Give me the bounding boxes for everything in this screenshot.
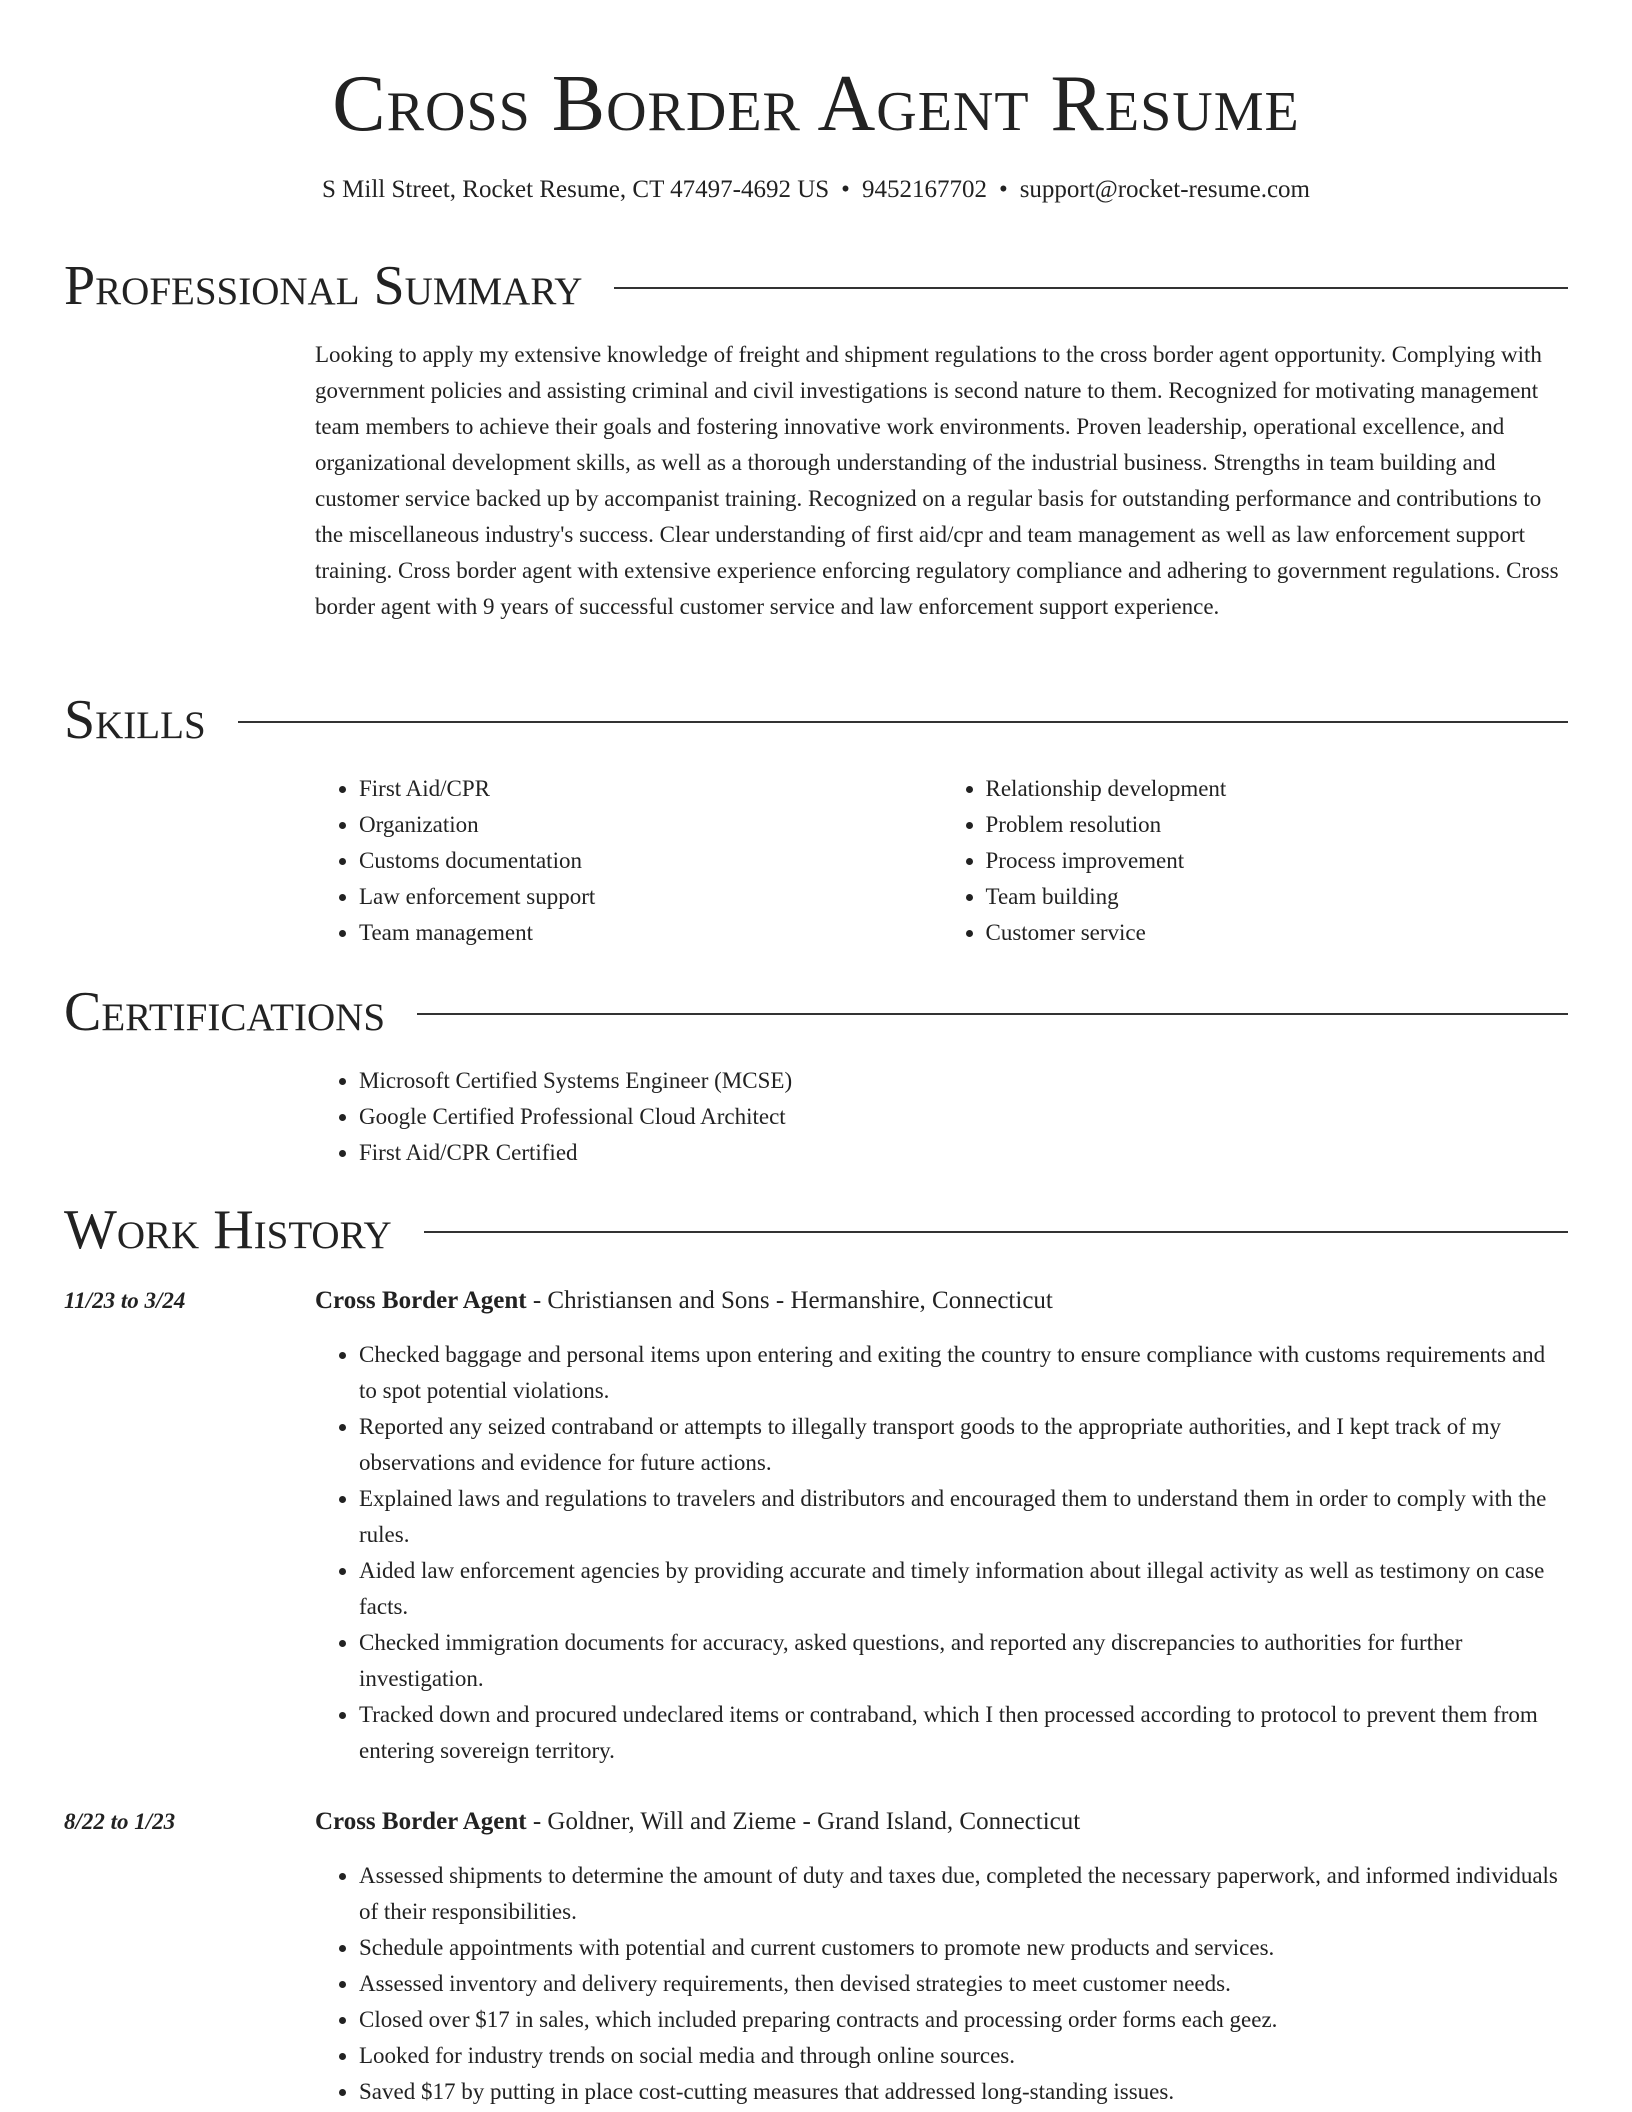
work-history-heading: Work History xyxy=(64,1199,392,1261)
duty-item: • Closed over $17 in sales, which included preparing contracts and processing order forms each geez. xyxy=(359,2002,1568,2038)
skill-item: • Team management xyxy=(359,915,942,951)
duty-item: • Reported any seized contraband or attempts to illegally transport goods to the appropriate authorities, and I kept track of my observations and evidence for future actions. xyxy=(359,1409,1568,1481)
section-divider xyxy=(238,721,1568,723)
skills-list-left xyxy=(315,771,942,951)
job-title: Cross Border Agent xyxy=(315,1808,527,1835)
certifications-list xyxy=(315,1063,1568,1171)
summary-heading: Professional Summary xyxy=(64,255,583,317)
duty-item: • Assessed inventory and delivery requirements, then devised strategies to meet customer needs. xyxy=(359,1966,1568,2002)
contact-phone: 9452167702 xyxy=(861,176,987,203)
job-duties xyxy=(315,1337,1568,1769)
duty-item: • Assessed shipments to determine the amount of duty and taxes due, completed the necessary paperwork, and informed individuals of their responsibilities. xyxy=(359,1858,1568,1930)
duty-item: • Tracked down and procured undeclared items or contraband, which I then processed according to protocol to prevent them from entering sovereign territory. xyxy=(359,1697,1568,1769)
summary-text: Looking to apply my extensive knowledge of freight and shipment regulations to the cross border agent opportunity. Complying with government policies and assisting criminal and civil investigations is second nature to them. Recognized for motivating management team members to achieve their goals and fostering innovative work environments. Proven leadership, operational excellence, and organizational development skills, as well as a thorough understanding of the industrial business. Strengths in team building and customer service backed up by accompanist training. Recognized on a regular basis for outstanding performance and contributions to the miscellaneous industry's success. Clear understanding of first aid/cpr and team management as well as law enforcement support training. Cross border agent with extensive experience enforcing regulatory compliance and adhering to government regulations. Cross border agent with 9 years of successful customer service and law enforcement support experience. xyxy=(315,342,1559,619)
job-header xyxy=(315,1804,1080,1840)
skill-item: • Customs documentation xyxy=(359,843,942,879)
certifications-section-heading xyxy=(64,980,1568,1044)
contact-address: S Mill Street, Rocket Resume, CT 47497-4692 US xyxy=(322,176,830,203)
section-divider xyxy=(614,287,1568,289)
duty-item: • Schedule appointments with potential and current customers to promote new products and services. xyxy=(359,1930,1568,1966)
skill-item: • Organization xyxy=(359,807,942,843)
job-title: Cross Border Agent xyxy=(315,1287,527,1314)
duty-list xyxy=(315,1858,1568,2110)
certifications-body xyxy=(315,1063,1568,1171)
duty-item: • Aided law enforcement agencies by providing accurate and timely information about illegal activity as well as testimony on case facts. xyxy=(359,1553,1568,1625)
skills-section-heading xyxy=(64,688,1568,752)
certification-item: • First Aid/CPR Certified xyxy=(359,1135,1568,1171)
duty-item: • Checked immigration documents for accuracy, asked questions, and reported any discrepancies to authorities for further investigation. xyxy=(359,1625,1568,1697)
contact-email: support@rocket-resume.com xyxy=(1019,176,1310,203)
certification-item: • Microsoft Certified Systems Engineer (MCSE) xyxy=(359,1063,1568,1099)
duty-item: • Saved $17 by putting in place cost-cutting measures that addressed long-standing issues. xyxy=(359,2074,1568,2110)
skills-heading: Skills xyxy=(64,689,206,751)
summary-body xyxy=(315,337,1568,625)
certifications-heading: Certifications xyxy=(64,981,386,1043)
job-dates: 11/23 to 3/24 xyxy=(64,1288,186,1313)
contact-line xyxy=(64,174,1568,206)
skill-item: • Problem resolution xyxy=(986,807,1569,843)
skill-item: • Team building xyxy=(986,879,1569,915)
skill-item: • Relationship development xyxy=(986,771,1569,807)
section-divider xyxy=(424,1231,1568,1233)
skill-item: • Law enforcement support xyxy=(359,879,942,915)
summary-section-heading xyxy=(64,254,1568,318)
skills-body xyxy=(315,771,1568,951)
section-divider xyxy=(417,1013,1568,1015)
skill-item: • Customer service xyxy=(986,915,1569,951)
skills-list-right xyxy=(942,771,1569,951)
job-header xyxy=(315,1283,1053,1319)
work-history-section-heading xyxy=(64,1198,1568,1262)
duty-list xyxy=(315,1337,1568,1769)
skill-item: • First Aid/CPR xyxy=(359,771,942,807)
job-employer: - Christiansen and Sons - Hermanshire, Connecticut xyxy=(526,1287,1053,1314)
duty-item: • Checked baggage and personal items upon entering and exiting the country to ensure compliance with customs requirements and to spot potential violations. xyxy=(359,1337,1568,1409)
skills-grid xyxy=(315,771,1568,951)
duty-item: • Looked for industry trends on social media and through online sources. xyxy=(359,2038,1568,2074)
contact-separator: • xyxy=(841,176,850,203)
job-employer: - Goldner, Will and Zieme - Grand Island, Connecticut xyxy=(526,1808,1081,1835)
job-duties xyxy=(315,1858,1568,2110)
resume-title: Cross Border Agent Resume xyxy=(332,60,1300,148)
duty-item: • Explained laws and regulations to travelers and distributors and encouraged them to understand them in order to comply with the rules. xyxy=(359,1481,1568,1553)
skill-item: • Process improvement xyxy=(986,843,1569,879)
contact-separator: • xyxy=(998,176,1008,203)
job-dates: 8/22 to 1/23 xyxy=(64,1809,176,1834)
resume-page xyxy=(64,0,1568,2104)
certification-item: • Google Certified Professional Cloud Architect xyxy=(359,1099,1568,1135)
